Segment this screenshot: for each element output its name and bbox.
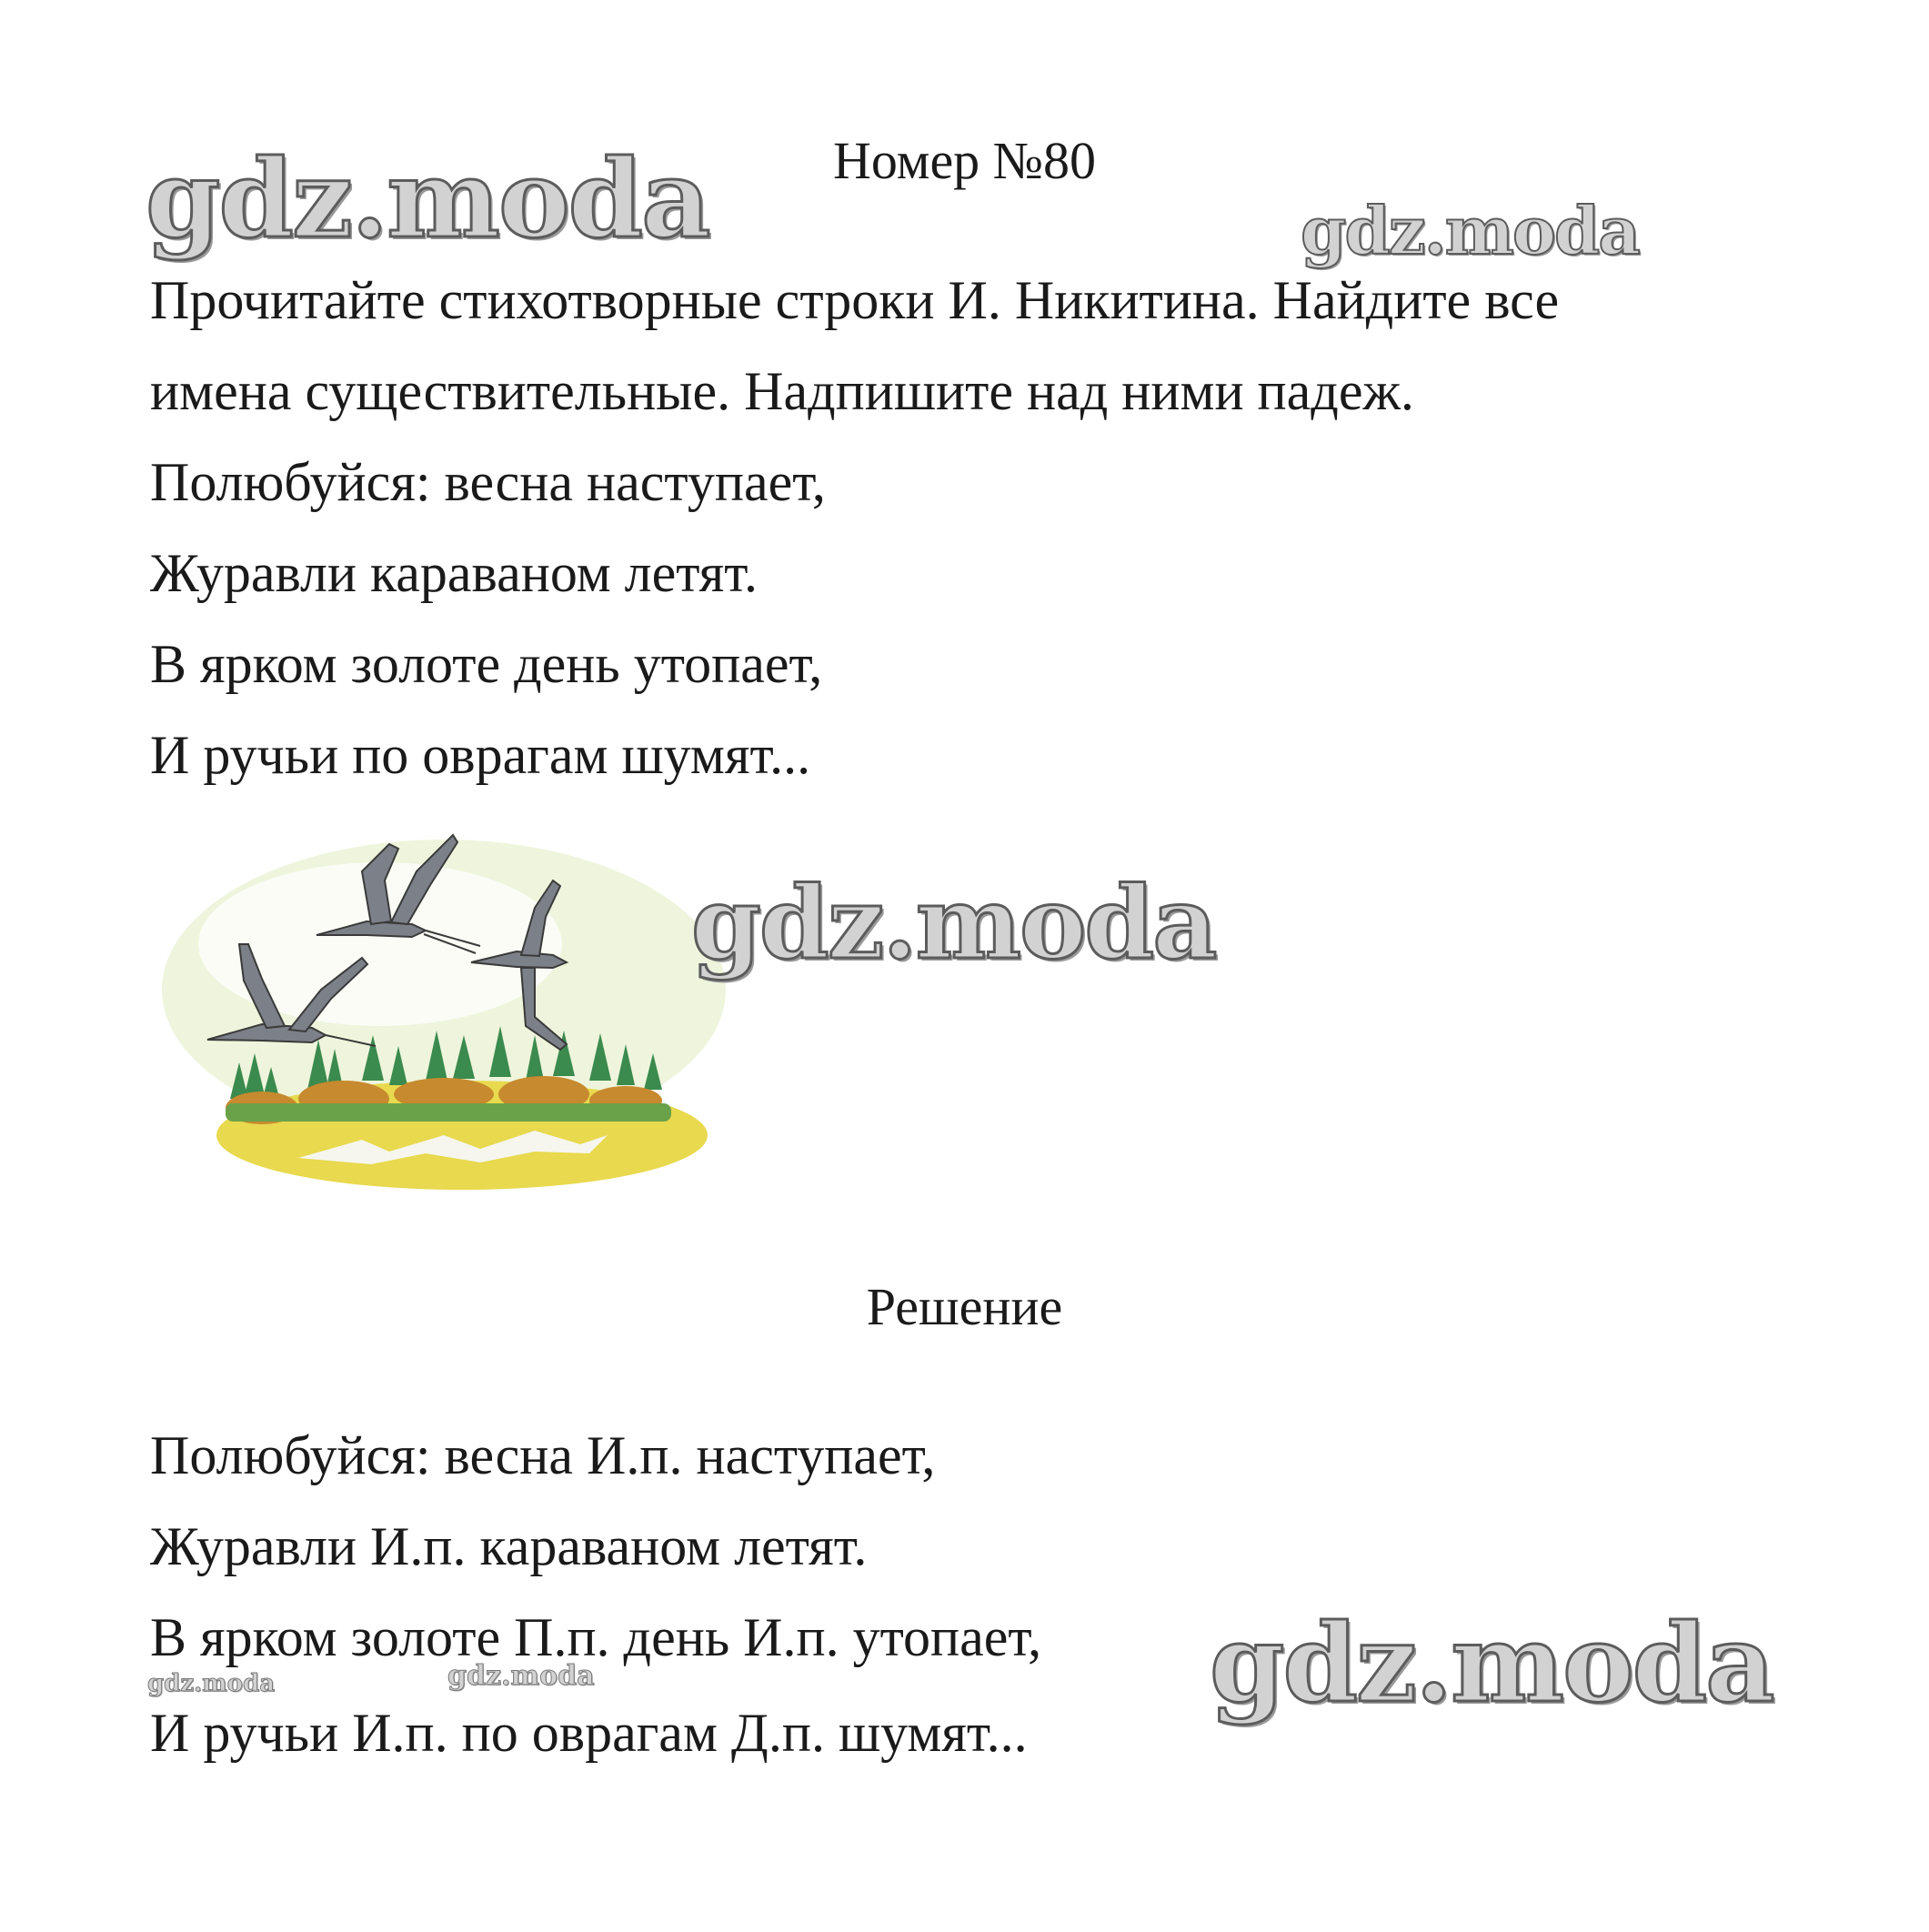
poem-line-1: Полюбуйся: весна наступает, <box>150 452 826 512</box>
poem-line-2: Журавли караваном летят. <box>150 543 758 603</box>
watermark-small-1: gdz.moda <box>147 1670 276 1697</box>
poem-line-4: И ручьи по оврагам шумят... <box>150 725 811 785</box>
solution-line-3: В ярком золоте П.п. день И.п. утопает, <box>150 1607 1042 1667</box>
solution-line-1: Полюбуйся: весна И.п. наступает, <box>150 1425 936 1485</box>
poem-line-3: В ярком золоте день утопает, <box>150 634 823 694</box>
cranes-illustration <box>153 808 735 1194</box>
watermark-bottom-right: gdz.moda <box>1210 1600 1773 1726</box>
task-line-2: имена существительные. Надпишите над ними падеж. <box>150 361 1414 421</box>
watermark-top-left: gdz.moda <box>146 136 709 262</box>
task-line-1: Прочитайте стихотворные строки И. Никитина. Найдите все <box>150 270 1560 330</box>
watermark-small-2: gdz.moda <box>447 1660 595 1692</box>
watermark-top-right: gdz.moda <box>1301 192 1639 269</box>
solution-title: Решение <box>866 1277 1063 1336</box>
page-title: Номер №80 <box>832 131 1097 190</box>
solution-line-2: Журавли И.п. караваном летят. <box>150 1516 868 1576</box>
watermark-middle: gdz.moda <box>691 864 1216 981</box>
solution-line-4: И ручьи И.п. по оврагам Д.п. шумят... <box>150 1703 1028 1763</box>
